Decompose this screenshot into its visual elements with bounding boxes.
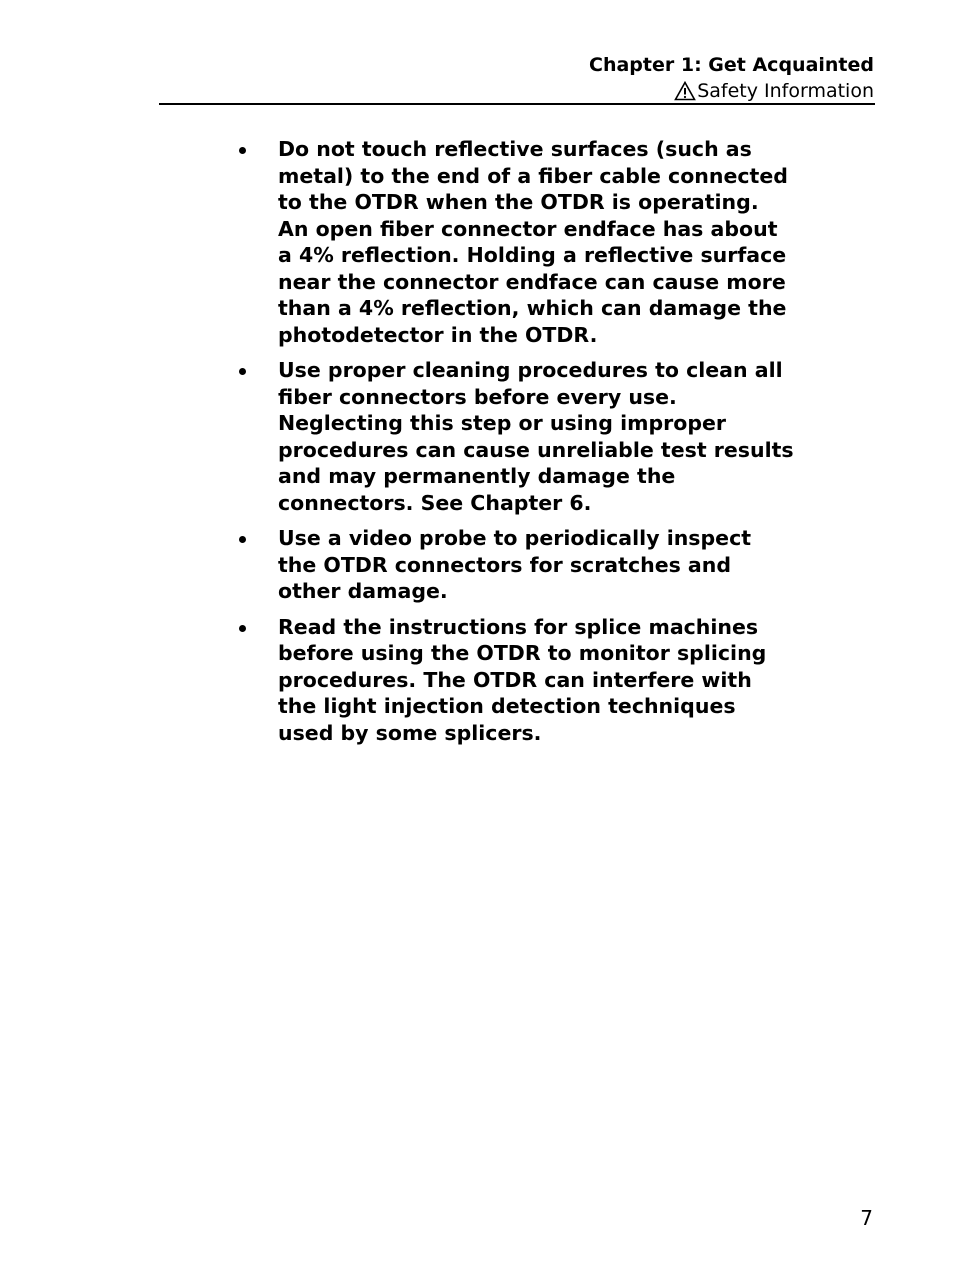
- bullet-dot: [239, 147, 246, 154]
- bullet-text: Use proper cleaning procedures to clean all fiber connectors before every use. Neglecting this step or using improper procedures can cause unreliable test results and may permanently damage the connectors. See Chapter 6.: [278, 358, 794, 515]
- list-item: [236, 614, 796, 747]
- bullet-text: Use a video probe to periodically inspect the OTDR connectors for scratches and other damage.: [278, 526, 752, 603]
- bullet-dot: [239, 368, 246, 375]
- safety-bullet-list: [236, 136, 796, 755]
- header-rule: [159, 103, 875, 105]
- section-title: [674, 78, 874, 104]
- bullet-text: Read the instructions for splice machines before using the OTDR to monitor splicing procedures. The OTDR can interfere with the light injection detection techniques used by some splicers.: [278, 614, 767, 745]
- bullet-dot: [239, 625, 246, 632]
- section-title-label: Safety Information: [697, 80, 874, 102]
- chapter-title: Chapter 1: Get Acquainted: [589, 54, 874, 76]
- list-item: [236, 357, 796, 516]
- page-number: 7: [860, 1206, 873, 1230]
- bullet-text: Do not touch reflective surfaces (such as metal) to the end of a fiber cable connected to the OTDR when the OTDR is operating. An open fiber connector endface has about a 4% reflection. Holding a reflective surface near the connector endface can cause more than a 4% reflection, which can damage the photodetector in the OTDR.: [278, 137, 788, 347]
- page-header: [159, 52, 874, 105]
- list-item: [236, 525, 796, 605]
- warning-triangle-icon: [674, 81, 696, 101]
- list-item: [236, 136, 796, 348]
- bullet-dot: [239, 536, 246, 543]
